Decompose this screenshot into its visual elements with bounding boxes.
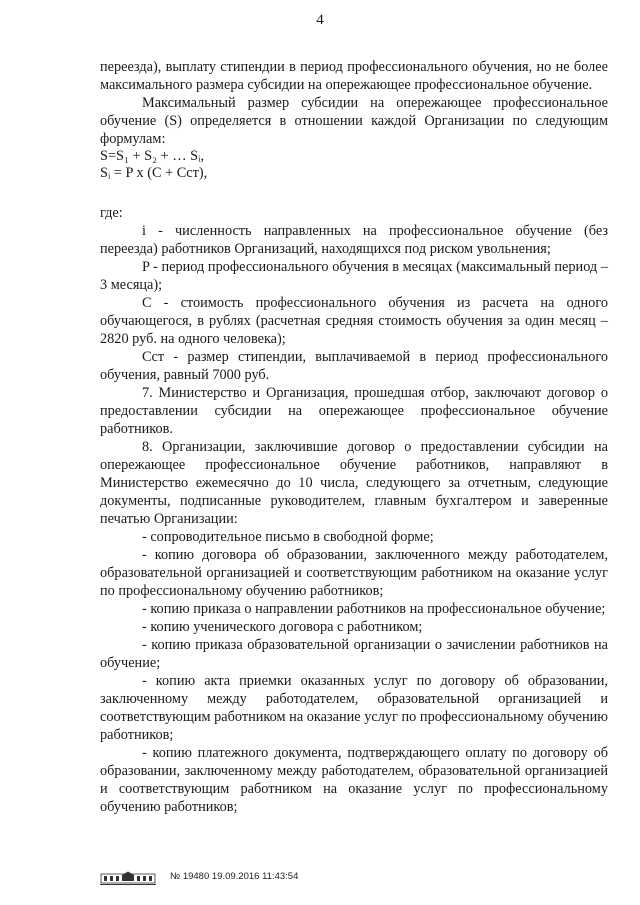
spacer (100, 182, 608, 204)
registration-stamp-text: № 19480 19.09.2016 11:43:54 (170, 871, 299, 882)
definition-c: C - стоимость профессионального обучения из расчета на одного обучающегося, в рублях (расчетная средняя стоимость обучения за один месяц – 2820 руб. на одного человека); (100, 295, 608, 347)
list-item: - копию приказа о направлении работников на профессиональное обучение; (142, 601, 606, 617)
definition-cst: Cст - размер стипендии, выплачиваемой в период профессионального обучения, равный 7000 руб. (100, 349, 608, 383)
registry-building-icon (100, 871, 156, 885)
definition-p: P - период профессионального обучения в месяцах (максимальный период – 3 месяца); (100, 259, 608, 293)
where-label: где: (100, 205, 123, 221)
list-item: - сопроводительное письмо в свободной форме; (142, 529, 434, 545)
paragraph-max-subsidy: Максимальный размер субсидии на опережающее профессиональное обучение (S) определяется в отношении каждой Организации по следующим формулам: (100, 95, 608, 147)
list-item: - копию платежного документа, подтверждающего оплату по договору об образовании, заключенному между работодателем, образовательной организацией и соответствующим работником на оказание услуг по профессиональному обучению работников; (100, 745, 608, 815)
paragraph-8: 8. Организации, заключившие договор о предоставлении субсидии на опережающее профессиональное обучение работников, направляют в Министерство ежемесячно до 10 числа, следующего за отчетным, следующие документы, подписанные руководителем, главным бухгалтером и заверенные печатью Организации: (100, 439, 608, 527)
paragraph-7: 7. Министерство и Организация, прошедшая отбор, заключают договор о предоставлении субсидии на опережающее профессиональное обучение работников. (100, 385, 608, 437)
list-item: - копию ученического договора с работником; (142, 619, 423, 635)
paragraph-continuation: переезда), выплату стипендии в период профессионального обучения, но не более максимального размера субсидии на опережающее профессиональное обучение. (100, 59, 608, 93)
list-item: - копию акта приемки оказанных услуг по договору об образовании, заключенному между работодателем, образовательной организацией и соответствующим работником на оказание услуг по профессиональному обучению работников; (100, 673, 608, 743)
formula-per-org: Sᵢ = P х (C + Cст), (100, 165, 208, 181)
registration-footer (100, 871, 400, 885)
page-number: 4 (316, 12, 324, 28)
formula-total: S=S₁ + S₂ + … Sᵢ, (100, 148, 205, 164)
list-item: - копию договора об образовании, заключенного между работодателем, образовательной организацией и соответствующим работником на оказание услуг по профессиональному обучению работников; (100, 547, 608, 599)
document-body (100, 58, 608, 816)
list-item: - копию приказа образовательной организации о зачислении работников на обучение; (100, 637, 608, 671)
definition-i: i - численность направленных на профессиональное обучение (без переезда) работников Организаций, находящихся под риском увольнения; (100, 223, 608, 257)
